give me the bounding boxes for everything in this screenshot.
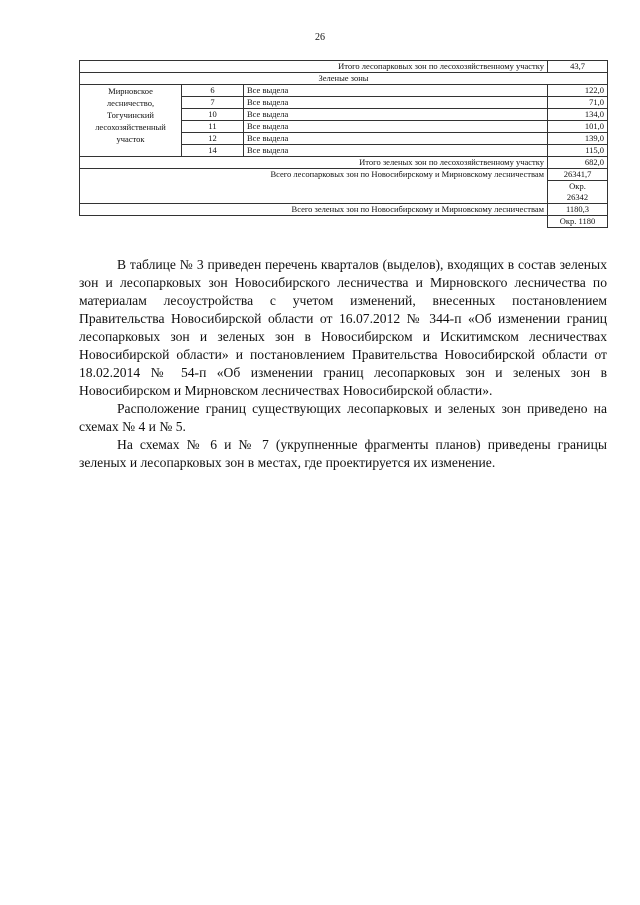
- table-row-total-green-approx: [80, 216, 608, 228]
- quarter-number: 7: [182, 97, 244, 109]
- area-value: 122,0: [548, 85, 608, 97]
- total-forest-park-label: Всего лесопарковых зон по Новосибирскому и Мирновскому лесничествам: [80, 169, 548, 204]
- quarter-number: 10: [182, 109, 244, 121]
- paragraph-table-description: В таблице № 3 приведен перечень кварталов (выделов), входящих в состав зеленых зон и лесопарковых зон Новосибирского лесничества и Мирновского лесничества по материалам лесоустройства с учетом изменений, внесенных постановлением Правительства Новосибирской области от 16.07.2012 № 344-п «Об изменении границ лесопарковых зон и зеленых зон в Новосибирском и Искитимском лесничествах Новосибирской области» и постановлением Правительства Новосибирской области от 18.02.2014 № 54-п «Об изменении границ лесопарковых зон и зеленых зон в Новосибирском и Мирновском лесничествах Новосибирской области».: [79, 257, 607, 398]
- subtotal-green-label: Итого зеленых зон по лесохозяйственному участку: [80, 157, 548, 169]
- total-green-approx: Окр. 1180: [548, 216, 608, 228]
- forestry-name-line: Тогучинский: [107, 110, 154, 120]
- plots-cell: Все выдела: [244, 109, 548, 121]
- forest-zones-table: [79, 60, 608, 228]
- subtotal-green-value: 682,0: [548, 157, 608, 169]
- table-row-subtotal-forest-park: [80, 61, 608, 73]
- quarter-number: 6: [182, 85, 244, 97]
- body-text: [79, 256, 607, 472]
- plots-cell: Все выдела: [244, 133, 548, 145]
- area-value: 101,0: [548, 121, 608, 133]
- total-forest-park-approx-value: 26342: [566, 192, 589, 202]
- table-row: [80, 85, 608, 97]
- total-forest-park-approx-block: [548, 180, 607, 203]
- subtotal-forest-park-label: Итого лесопарковых зон по лесохозяйственному участку: [80, 61, 548, 73]
- forestry-name-line: участок: [116, 134, 145, 144]
- quarter-number: 14: [182, 145, 244, 157]
- empty-cell: [80, 216, 548, 228]
- total-forest-park-approx-label: Окр.: [569, 181, 586, 191]
- forestry-name-line: лесничество,: [106, 98, 155, 108]
- table-row-total-forest-park: [80, 169, 608, 204]
- area-value: 71,0: [548, 97, 608, 109]
- table-row-subtotal-green: [80, 157, 608, 169]
- plots-cell: Все выдела: [244, 85, 548, 97]
- total-green-value: 1180,3: [548, 204, 608, 216]
- forestry-name-cell: [80, 85, 182, 157]
- total-forest-park-exact: 26341,7: [563, 169, 592, 179]
- page-number: 26: [315, 32, 325, 43]
- area-value: 134,0: [548, 109, 608, 121]
- subtotal-forest-park-value: 43,7: [548, 61, 608, 73]
- forestry-name-line: лесохозяйственный: [95, 122, 166, 132]
- total-green-label: Всего зеленых зон по Новосибирскому и Мирновскому лесничествам: [80, 204, 548, 216]
- quarter-number: 11: [182, 121, 244, 133]
- area-value: 115,0: [548, 145, 608, 157]
- plots-cell: Все выдела: [244, 121, 548, 133]
- area-value: 139,0: [548, 133, 608, 145]
- forestry-name-line: Мирновское: [108, 86, 153, 96]
- total-forest-park-value: [548, 169, 608, 204]
- paragraph-schemes-4-5: Расположение границ существующих лесопарковых и зеленых зон приведено на схемах № 4 и № 5.: [79, 401, 607, 434]
- plots-cell: Все выдела: [244, 145, 548, 157]
- table-row-total-green: [80, 204, 608, 216]
- table-row-section-header: [80, 73, 608, 85]
- plots-cell: Все выдела: [244, 97, 548, 109]
- section-green-zones: Зеленые зоны: [80, 73, 608, 85]
- quarter-number: 12: [182, 133, 244, 145]
- paragraph-schemes-6-7: На схемах № 6 и № 7 (укрупненные фрагменты планов) приведены границы зеленых и лесопарковых зон в местах, где проектируется их изменение.: [79, 437, 607, 470]
